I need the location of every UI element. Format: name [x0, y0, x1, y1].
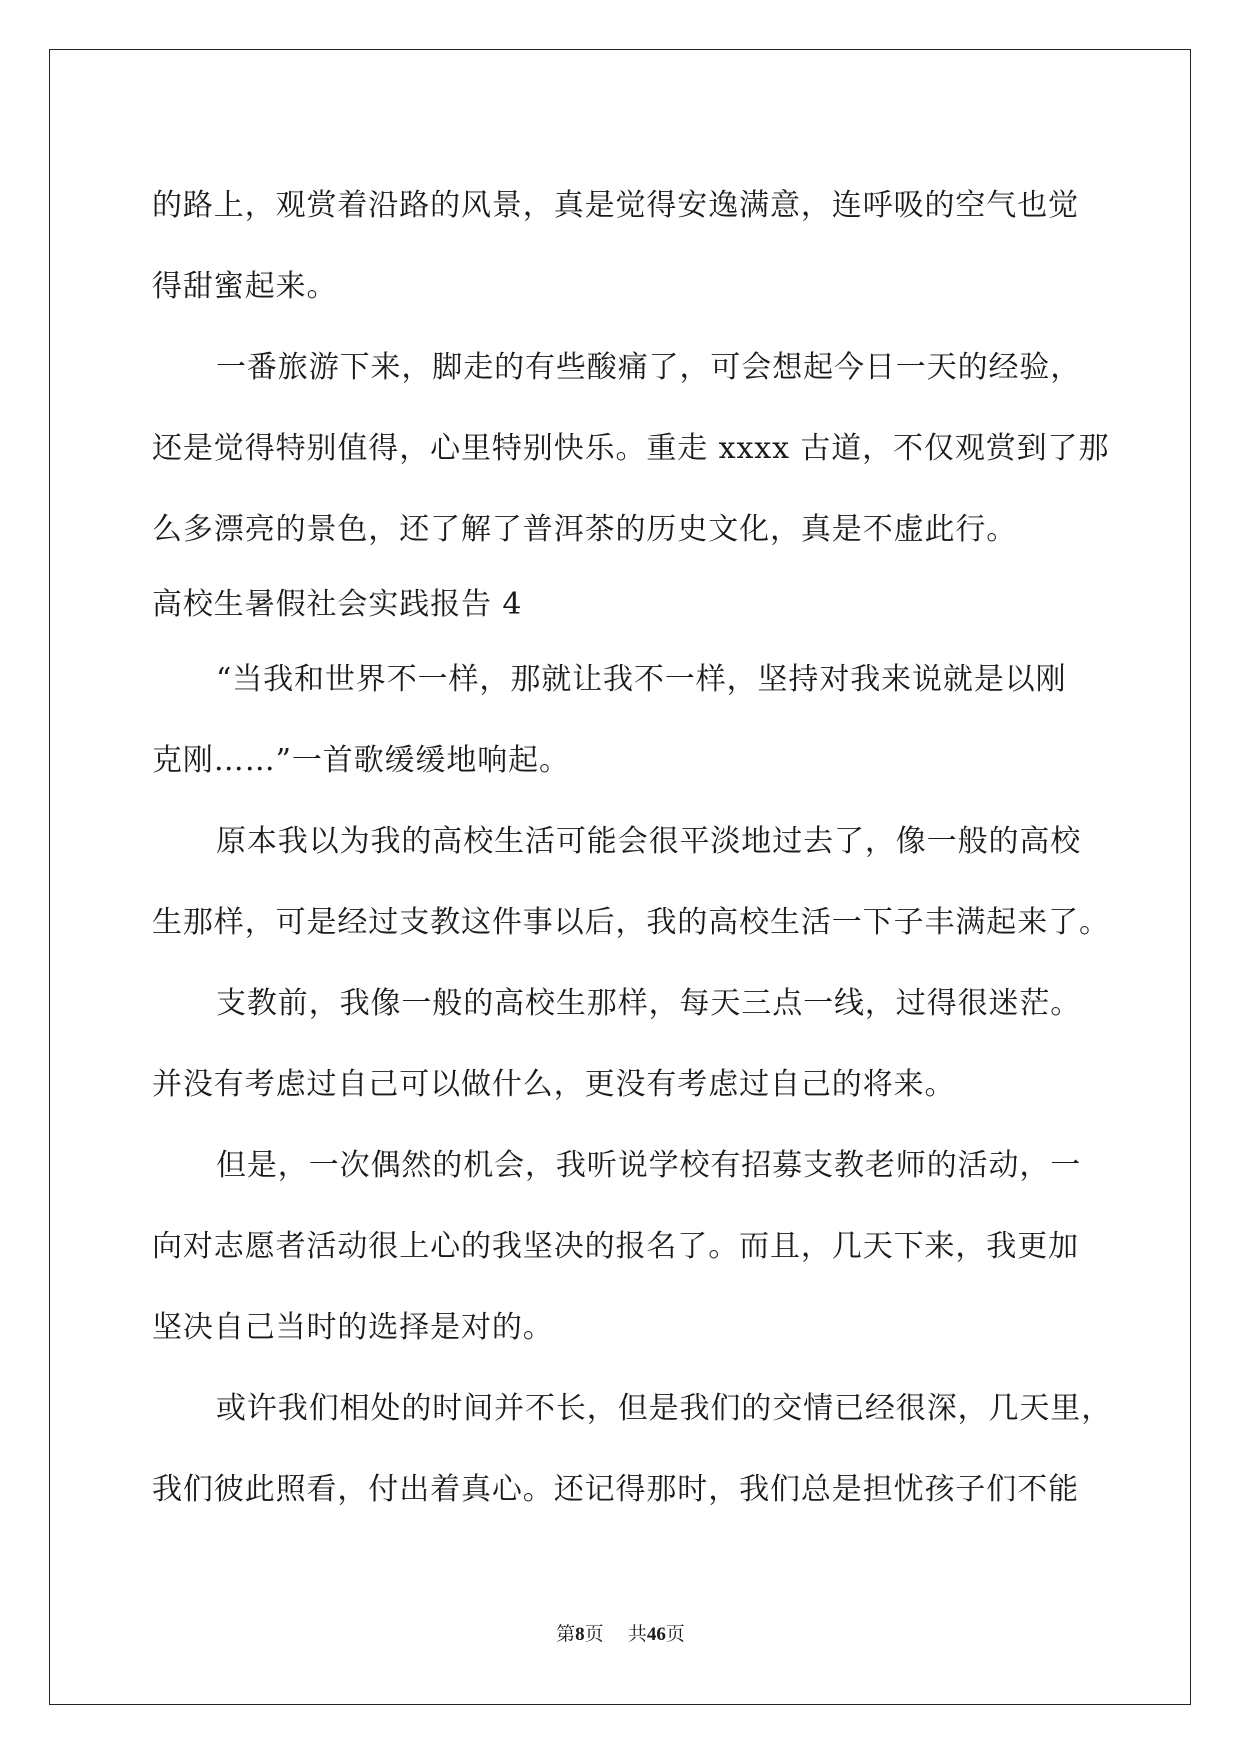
text-line: 还是觉得特别值得，心里特别快乐。重走 xxxx 古道，不仅观赏到了那: [152, 431, 1110, 466]
total-prefix: 共: [627, 1623, 647, 1645]
text-line: 坚决自己当时的选择是对的。: [152, 1310, 554, 1345]
text-line: 但是，一次偶然的机会，我听说学校有招募支教老师的活动，一: [216, 1148, 1082, 1183]
total-suffix: 页: [665, 1623, 685, 1645]
total-pages: 46: [646, 1624, 666, 1645]
text-line: 向对志愿者活动很上心的我坚决的报名了。而且，几天下来，我更加: [152, 1229, 1079, 1264]
text-line: 得甜蜜起来。: [152, 269, 338, 304]
text-line: 的路上，观赏着沿路的风景，真是觉得安逸满意，连呼吸的空气也觉: [152, 188, 1079, 223]
text-line: 原本我以为我的高校生活可能会很平淡地过去了，像一般的高校: [216, 824, 1082, 859]
text-line: “当我和世界不一样，那就让我不一样，坚持对我来说就是以刚: [216, 662, 1067, 697]
page-suffix: 页: [584, 1623, 604, 1645]
text-line: 支教前，我像一般的高校生那样，每天三点一线，过得很迷茫。: [216, 986, 1082, 1021]
text-line: 我们彼此照看，付出着真心。还记得那时，我们总是担忧孩子们不能: [152, 1472, 1079, 1507]
page-prefix: 第: [556, 1623, 576, 1645]
document-body: [152, 165, 1113, 1530]
section-heading: 高校生暑假社会实践报告 4: [152, 587, 523, 622]
page-number: 8: [575, 1624, 585, 1645]
page-footer: [0, 1622, 1241, 1647]
text-line: 么多漂亮的景色，还了解了普洱茶的历史文化，真是不虚此行。: [152, 512, 1018, 547]
text-line: 克刚……”一首歌缓缓地响起。: [152, 743, 570, 778]
text-line: 生那样，可是经过支教这件事以后，我的高校生活一下子丰满起来了。: [152, 905, 1110, 940]
text-line: 一番旅游下来，脚走的有些酸痛了，可会想起今日一天的经验，: [216, 350, 1082, 385]
text-line: 并没有考虑过自己可以做什么，更没有考虑过自己的将来。: [152, 1067, 956, 1102]
text-line: 或许我们相处的时间并不长，但是我们的交情已经很深，几天里，: [216, 1391, 1113, 1426]
